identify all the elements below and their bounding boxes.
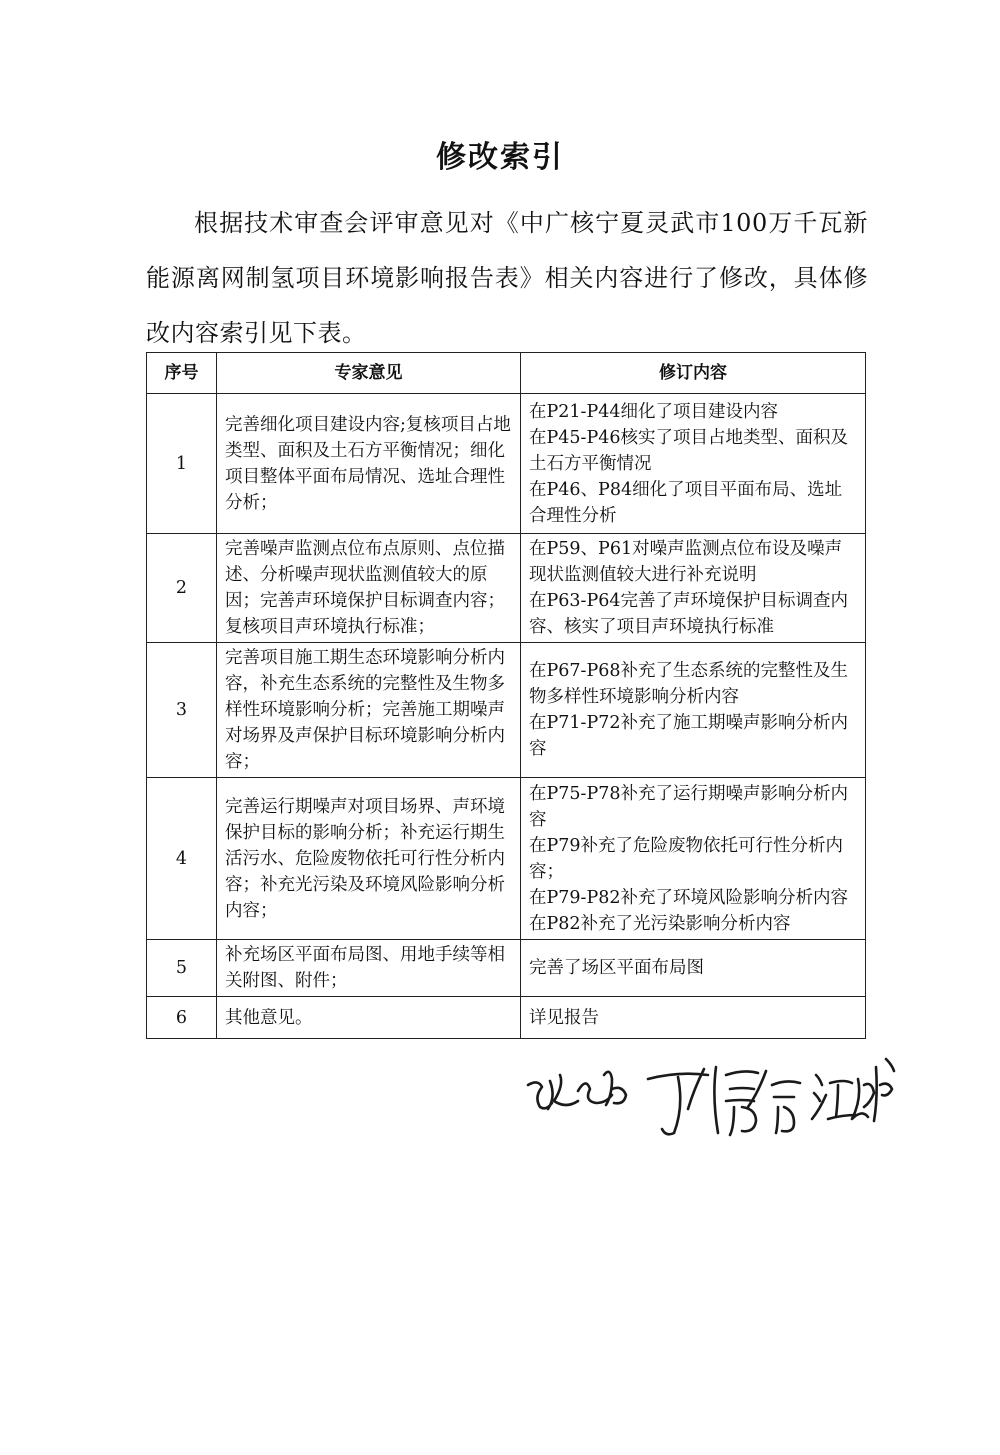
page-title: 修改索引 — [436, 140, 564, 175]
row-number: 3 — [147, 643, 217, 778]
table-header-row — [147, 353, 866, 394]
expert-opinion-cell: 完善项目施工期生态环境影响分析内容，补充生态系统的完整性及生物多样性环境影响分析；完善施工期噪声对场界及声保护目标环境影响分析内容； — [217, 643, 521, 778]
expert-opinion-cell: 其他意见。 — [217, 997, 521, 1039]
revision-line: 在P71-P72补充了施工期噪声影响分析内容 — [529, 713, 848, 759]
revision-cell — [521, 997, 866, 1039]
revision-line: 在P82补充了光污染影响分析内容 — [529, 913, 791, 934]
header-no: 序号 — [147, 353, 217, 394]
revision-cell — [521, 534, 866, 643]
signature-2 — [648, 1067, 800, 1135]
table-row — [147, 394, 866, 534]
expert-opinion-cell: 补充场区平面布局图、用地手续等相关附图、附件； — [217, 940, 521, 997]
row-number: 2 — [147, 534, 217, 643]
revision-line: 在P79-P82补充了环境风险影响分析内容 — [529, 887, 848, 908]
header-revision-content: 修订内容 — [521, 353, 866, 394]
revision-line: 在P67-P68补充了生态系统的完整性及生物多样性环境影响分析内容 — [529, 661, 848, 707]
revision-line: 在P46、P84细化了项目平面布局、选址合理性分析 — [529, 479, 843, 526]
revision-line: 详见报告 — [529, 1007, 599, 1028]
table-row — [147, 940, 866, 997]
revision-line: 在P59、P61对噪声监测点位布设及噪声现状监测值较大进行补充说明 — [529, 539, 843, 585]
table-row — [147, 534, 866, 643]
revision-line: 在P45-P46核实了项目占地类型、面积及土石方平衡情况 — [529, 427, 848, 474]
expert-opinion-cell: 完善细化项目建设内容;复核项目占地类型、面积及土石方平衡情况；细化项目整体平面布局情况、选址合理性分析； — [217, 394, 521, 534]
revision-line: 在P21-P44细化了项目建设内容 — [529, 401, 778, 422]
row-number: 6 — [147, 997, 217, 1039]
revision-cell — [521, 778, 866, 940]
header-expert-opinion: 专家意见 — [217, 353, 521, 394]
revision-line: 在P75-P78补充了运行期噪声影响分析内容 — [529, 783, 848, 830]
revision-cell — [521, 940, 866, 997]
signature-3 — [812, 1059, 894, 1121]
table-row — [147, 643, 866, 778]
row-number: 1 — [147, 394, 217, 534]
table-row — [147, 997, 866, 1039]
signature-1 — [528, 1072, 626, 1109]
revision-cell — [521, 394, 866, 534]
expert-opinion-cell: 完善噪声监测点位布点原则、点位描述、分析噪声现状监测值较大的原因；完善声环境保护目标调查内容；复核项目声环境执行标准； — [217, 534, 521, 643]
revision-line: 完善了场区平面布局图 — [529, 958, 704, 978]
revision-line: 在P63-P64完善了声环境保护目标调查内容、核实了项目声环境执行标准 — [529, 591, 848, 637]
intro-paragraph: 根据技术审查会评审意见对《中广核宁夏灵武市100万千瓦新能源离网制氢项目环境影响报告表》相关内容进行了修改，具体修改内容索引见下表。 — [146, 209, 868, 347]
revision-cell — [521, 643, 866, 778]
handwritten-signatures — [520, 1045, 900, 1140]
row-number: 5 — [147, 940, 217, 997]
row-number: 4 — [147, 778, 217, 940]
table-row — [147, 778, 866, 940]
revision-line: 在P79补充了危险废物依托可行性分析内容； — [529, 835, 844, 882]
expert-opinion-cell: 完善运行期噪声对项目场界、声环境保护目标的影响分析；补充运行期生活污水、危险废物依托可行性分析内容；补充光污染及环境风险影响分析内容； — [217, 778, 521, 940]
revision-index-table — [146, 352, 866, 1039]
